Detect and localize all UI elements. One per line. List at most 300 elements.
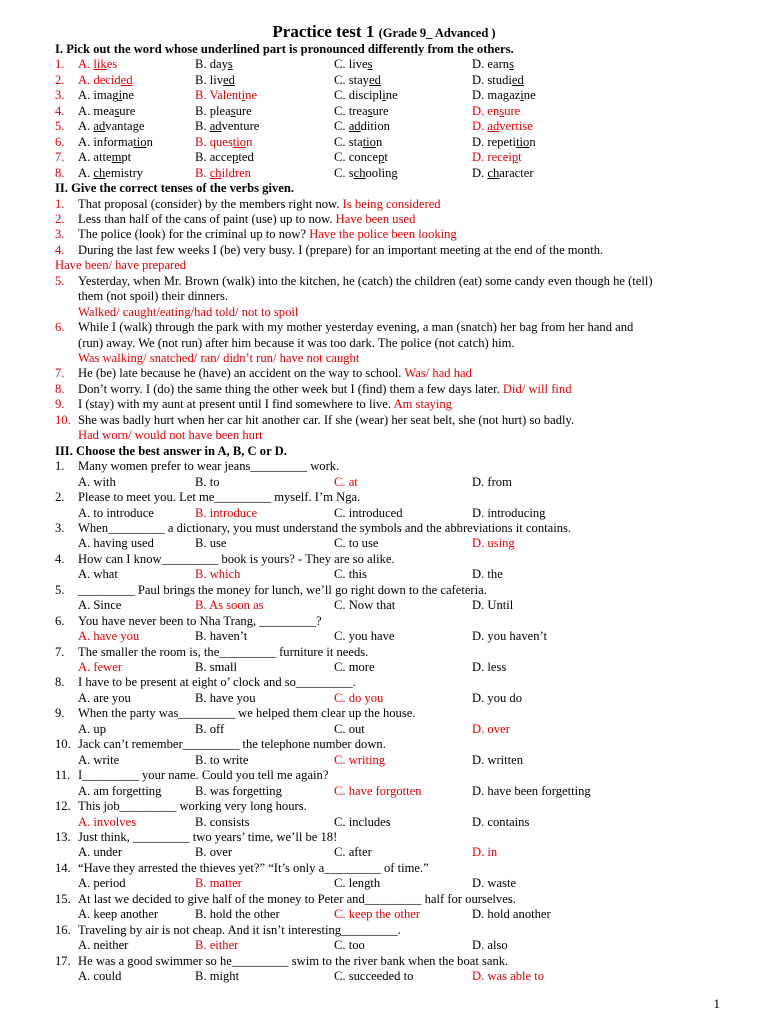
option: [334, 73, 381, 88]
option: [195, 57, 233, 72]
question-row: [55, 490, 748, 505]
question-number: 7.: [55, 644, 65, 659]
option-text: C. discipl: [334, 88, 383, 103]
options-row: [55, 753, 748, 768]
option-text: D. en: [472, 103, 500, 118]
answer-text: Was walking/ snatched/ ran/ didn’t run/ have not caught: [78, 351, 360, 365]
question-continuation: (run) away. We (not run) after him because it was too dark. The police (not catch) him.: [78, 335, 515, 350]
options-row: [55, 536, 748, 551]
answer-text: Have been/ have prepared: [55, 258, 187, 273]
option: C. out: [334, 721, 365, 736]
question-number: 3.: [55, 520, 65, 535]
option: A. having used: [78, 536, 154, 551]
underlined-part: ed: [368, 72, 381, 87]
question-number: 5.: [55, 119, 65, 134]
option-text: C.: [334, 119, 349, 134]
question-number: 4.: [55, 103, 65, 118]
question-number: 3.: [55, 88, 65, 103]
option: D. waste: [472, 876, 517, 891]
question-row: [55, 737, 748, 752]
answer-text: Was/ had had: [404, 366, 472, 381]
underlined-part: tio: [133, 134, 147, 149]
underlined-part: tio: [232, 134, 247, 149]
question-text: Don’t worry. I (do) the same thing the other week but I (find) them a few days later.: [78, 381, 500, 396]
option: A. fewer: [78, 660, 123, 674]
underlined-part: ad: [209, 119, 222, 134]
option: A. write: [78, 752, 120, 767]
question-row: [55, 799, 748, 814]
question-text: [78, 382, 572, 397]
question-row: [55, 954, 748, 969]
tense-row: [55, 274, 748, 289]
option: D. using: [472, 536, 515, 551]
option: [78, 88, 134, 103]
question-number: 3.: [55, 227, 65, 242]
option-text: B. day: [195, 57, 228, 72]
question-number: 8.: [55, 165, 65, 180]
option: [334, 119, 390, 134]
underlined-part: p: [378, 150, 385, 165]
option-text: n: [146, 134, 153, 149]
question-number: 1.: [55, 196, 65, 211]
option-text: A. informa: [78, 134, 134, 149]
question-text: Just think, _________ two years’ time, we’ll be 18!: [78, 829, 338, 844]
question-number: 1.: [55, 57, 65, 72]
option: [78, 166, 143, 181]
section1-heading: [55, 42, 748, 57]
question-text: “Have they arrested the thieves yet?” “It’s only a_________ of time.”: [78, 860, 429, 875]
underlined-part: i: [520, 88, 524, 103]
question-number: 5.: [55, 273, 65, 288]
options-row: [55, 784, 748, 799]
option: D. the: [472, 567, 503, 582]
option-text: ildren: [221, 165, 251, 180]
option-text: A. imag: [78, 88, 119, 103]
option-text: C. trea: [334, 103, 368, 118]
option: D. Until: [472, 598, 514, 613]
underlined-part: i: [118, 88, 123, 103]
question-number: 7.: [55, 366, 65, 381]
option-text: B. liv: [195, 72, 223, 87]
option-text: C. stay: [334, 72, 369, 87]
question-text: Less than half of the cans of paint (use) up to now.: [78, 211, 333, 226]
question-number: 12.: [55, 799, 71, 814]
option-text: B.: [195, 119, 210, 134]
option: C. length: [334, 876, 381, 891]
option-text: C. sta: [334, 134, 363, 149]
option: A. am forgetting: [78, 783, 162, 798]
option-text: C. conce: [334, 150, 379, 165]
underlined-part: ad: [487, 119, 500, 134]
option: B. off: [195, 721, 225, 736]
question-text: This job_________ working very long hours.: [78, 799, 307, 814]
question-text: During the last few weeks I (be) very busy. I (prepare) for an important meeting at the end of the month.: [78, 242, 604, 257]
option: B. haven’t: [195, 629, 248, 644]
option-text: n: [529, 134, 536, 149]
question-text: At last we decided to give half of the money to Peter and_________ half for ourselves.: [78, 891, 516, 906]
question-text: [78, 212, 415, 227]
tense-row: [55, 320, 748, 335]
question-continuation: them (not spoil) their dinners.: [78, 289, 229, 304]
option: C. after: [334, 845, 372, 860]
option: C. introduced: [334, 505, 403, 520]
underlined-part: s: [230, 103, 236, 118]
option: C. do you: [334, 690, 384, 705]
question-number: 15.: [55, 891, 71, 906]
question-row: [55, 675, 748, 690]
question-row: [55, 706, 748, 721]
section3-heading: [55, 444, 748, 459]
option: A. keep another: [78, 907, 159, 922]
question-text: That proposal (consider) by the members right now.: [78, 196, 340, 211]
underlined-part: ad: [93, 119, 106, 134]
option: B. was forgetting: [195, 783, 282, 798]
question-row: [55, 552, 748, 567]
option: D. also: [472, 938, 508, 953]
question-row: [55, 119, 748, 134]
option: A. are you: [78, 690, 131, 705]
question-text: When the party was_________ we helped them clear up the house.: [78, 706, 416, 721]
option: D. from: [472, 474, 512, 489]
tense-row: [55, 289, 748, 304]
underlined-part: s: [509, 57, 514, 72]
question-text: The smaller the room is, the_________ furniture it needs.: [78, 644, 369, 659]
option-text: B. ques: [195, 134, 233, 149]
option-text: C. s: [334, 165, 354, 180]
option-text: A. decid: [78, 72, 121, 87]
option: D. was able to: [472, 969, 545, 983]
question-number: 9.: [55, 706, 65, 721]
options-row: [55, 722, 748, 737]
option-text: B.: [195, 165, 210, 180]
tense-row: [55, 258, 748, 273]
option: B. introduce: [195, 505, 258, 520]
option: [195, 135, 252, 150]
option-text: venture: [221, 119, 260, 134]
option-text: ne: [523, 88, 536, 103]
option: D. hold another: [472, 907, 551, 922]
option: [195, 88, 257, 103]
options-row: [55, 845, 748, 860]
question-text: [78, 274, 653, 289]
question-text: He was a good swimmer so he_________ swim to the river bank when the boat sank.: [78, 953, 509, 968]
question-number: 6.: [55, 134, 65, 149]
underlined-part: tio: [362, 134, 376, 149]
question-text: She was badly hurt when her car hit another car. If she (wear) her seat belt, she (not hurt) so badly.: [78, 412, 575, 427]
question-number: 2.: [55, 72, 65, 87]
underlined-part: ch: [353, 165, 366, 180]
options-row: [55, 660, 748, 675]
question-number: 6.: [55, 613, 65, 628]
question-text: I have to be present at eight o’ clock and so_________.: [78, 675, 356, 690]
option: [195, 119, 259, 134]
underlined-part: ed: [223, 72, 235, 87]
option-text: C. live: [334, 57, 368, 72]
question-text: You have never been to Nha Trang, _________?: [78, 613, 322, 628]
option-text: ure: [504, 103, 521, 118]
question-number: 10.: [55, 412, 71, 427]
option: C. too: [334, 938, 365, 953]
tense-row: [55, 305, 748, 320]
option: B. hold the other: [195, 907, 280, 922]
options-row: [55, 691, 748, 706]
option: C. keep the other: [334, 907, 421, 922]
option: [195, 150, 254, 165]
option: B. consists: [195, 814, 250, 829]
question-row: [55, 923, 748, 938]
question-number: 8.: [55, 381, 65, 396]
option-text: n: [375, 134, 383, 149]
question-number: 13.: [55, 829, 71, 844]
options-row: [55, 876, 748, 891]
underlined-part: s: [114, 103, 120, 118]
option-text: ure: [119, 103, 136, 118]
section-heading: II. Give the correct tenses of the verbs given.: [55, 181, 294, 196]
option: A. could: [78, 969, 122, 983]
underlined-part: ch: [93, 165, 106, 180]
section-heading: I. Pick out the word whose underlined part is pronounced differently from the others.: [55, 42, 514, 56]
option: [334, 166, 398, 181]
option-text: dition: [360, 119, 390, 134]
question-row: [55, 583, 748, 598]
question-row: [55, 892, 748, 907]
question-number: 5.: [55, 582, 65, 597]
option: [472, 73, 524, 88]
option-text: D. recei: [472, 150, 512, 165]
question-row: [55, 166, 748, 181]
option: A. involves: [78, 814, 137, 829]
option: [78, 150, 131, 165]
option: A. under: [78, 845, 123, 860]
option-text: ne: [385, 88, 398, 103]
title-text: Practice test 1: [272, 22, 375, 41]
title-subtitle: (Grade 9_ Advanced ): [378, 26, 496, 40]
option-text: t: [384, 150, 388, 165]
question-row: [55, 150, 748, 165]
option-text: D. studi: [472, 72, 512, 87]
option: D. in: [472, 845, 498, 860]
question-row: [55, 104, 748, 119]
underlined-part: ed: [511, 72, 524, 87]
answer-text: Is being considered: [342, 196, 441, 211]
answer-text: Had worn/ would not have been hurt: [78, 428, 263, 443]
underlined-part: s: [227, 57, 233, 72]
option: B. to write: [195, 752, 249, 767]
option: [472, 119, 533, 134]
underlined-part: m: [111, 150, 122, 165]
question-number: 7.: [55, 150, 65, 165]
option: [78, 119, 144, 134]
question-number: 4.: [55, 551, 65, 566]
option: A. with: [78, 474, 116, 489]
option-text: pt: [121, 150, 132, 165]
option-text: ooling: [365, 165, 398, 180]
option: A. Since: [78, 598, 122, 613]
question-number: 11.: [55, 768, 71, 783]
option: C. more: [334, 660, 375, 674]
question-text: [78, 413, 574, 428]
option-text: ted: [238, 150, 254, 165]
underlined-part: i: [241, 88, 246, 103]
question-text: [78, 366, 472, 381]
question-text: [78, 320, 633, 335]
option: C. to use: [334, 536, 379, 551]
option-text: A.: [78, 119, 94, 134]
option: [334, 150, 388, 165]
question-number: 14.: [55, 860, 71, 875]
question-number: 10.: [55, 737, 71, 752]
question-number: 9.: [55, 397, 65, 412]
option: D. you haven’t: [472, 629, 547, 644]
option-text: n: [246, 134, 253, 149]
section-heading: III. Choose the best answer in A, B, C or D.: [55, 443, 287, 458]
question-text: He (be) late because he (have) an accident on the way to school.: [78, 366, 402, 381]
option: D. you do: [472, 690, 523, 705]
underlined-part: s: [367, 103, 373, 118]
option: A. what: [78, 567, 118, 582]
option-text: ne: [122, 88, 134, 103]
underlined-part: lik: [93, 57, 107, 72]
question-text: [78, 397, 452, 412]
question-number: 16.: [55, 922, 71, 937]
question-row: [55, 88, 748, 103]
answer-text: Walked/ caught/eating/had told/ not to spoil: [78, 304, 299, 319]
underlined-part: p: [232, 150, 239, 165]
option: [195, 166, 251, 181]
option: C. includes: [334, 814, 391, 829]
question-row: [55, 861, 748, 876]
underlined-part: ad: [348, 119, 361, 134]
question-number: 1.: [55, 459, 65, 474]
question-text: Jack can’t remember_________ the telephone number down.: [78, 737, 386, 752]
option: C. Now that: [334, 598, 396, 613]
question-text: I_________ your name. Could you tell me again?: [78, 768, 329, 783]
question-text: While I (walk) through the park with my mother yesterday evening, a man (snatch) her bag from her hand and: [78, 320, 634, 335]
option: [472, 88, 536, 103]
tense-row: [55, 382, 748, 397]
option: D. contains: [472, 814, 530, 829]
option: [472, 150, 522, 165]
option-text: aracter: [499, 165, 534, 180]
tense-row: [55, 197, 748, 212]
option: B. matter: [195, 876, 242, 891]
question-text: Yesterday, when Mr. Brown (walk) into the kitchen, he (catch) the children (eat) some candy even though he (tell): [78, 273, 653, 288]
answer-text: Am staying: [393, 397, 452, 412]
question-number: 8.: [55, 675, 65, 690]
option-text: A.: [78, 165, 94, 180]
underlined-part: s: [367, 57, 373, 72]
underlined-part: ch: [209, 165, 222, 180]
option: B. over: [195, 845, 233, 860]
option: B. might: [195, 969, 240, 983]
option-text: B. plea: [195, 103, 231, 118]
question-row: [55, 830, 748, 845]
underlined-part: i: [382, 88, 386, 103]
option-text: B. acce: [195, 150, 233, 165]
question-row: [55, 459, 748, 474]
options-row: [55, 907, 748, 922]
option-text: D.: [472, 165, 488, 180]
question-row: [55, 521, 748, 536]
options-row: [55, 598, 748, 613]
options-row: [55, 629, 748, 644]
option-text: A. mea: [78, 103, 115, 118]
option: D. introducing: [472, 505, 546, 520]
section2-heading: [55, 181, 748, 196]
option-text: t: [518, 150, 522, 165]
option: D. have been forgetting: [472, 783, 591, 798]
option: C. at: [334, 474, 358, 489]
question-text: Please to meet you. Let me_________ myself. I’m Nga.: [78, 490, 361, 505]
option: B. to: [195, 474, 220, 489]
option: A. to introduce: [78, 505, 154, 520]
option: C. writing: [334, 752, 386, 767]
option: [334, 57, 373, 72]
tense-row: [55, 336, 748, 351]
option: [472, 57, 514, 72]
tense-row: [55, 243, 748, 258]
option-text: ure: [235, 103, 252, 118]
option-text: D. repeti: [472, 134, 517, 149]
options-row: [55, 938, 748, 953]
question-text: _________ Paul brings the money for lunch, we’ll go right down to the cafeteria.: [78, 582, 487, 597]
option: B. As soon as: [195, 598, 264, 613]
option: A. have you: [78, 629, 140, 644]
question-number: 6.: [55, 320, 65, 335]
question-row: [55, 73, 748, 88]
option-text: D.: [472, 119, 488, 134]
question-text: [78, 227, 457, 242]
question-text: Many women prefer to wear jeans_________ work.: [78, 459, 340, 474]
question-text: [78, 243, 603, 258]
answer-text: Have the police been looking: [309, 227, 457, 242]
answer-text: Did/ will find: [502, 381, 572, 396]
question-row: [55, 57, 748, 72]
tense-row: [55, 366, 748, 381]
option: C. this: [334, 567, 367, 582]
option: [472, 135, 536, 150]
option: D. over: [472, 721, 510, 736]
option-text: B. Valent: [195, 88, 242, 103]
option: [472, 104, 520, 119]
option: A. neither: [78, 938, 129, 953]
options-row: [55, 475, 748, 490]
option-text: es: [106, 57, 118, 72]
option: B. small: [195, 660, 237, 674]
option: D. less: [472, 660, 507, 674]
tense-row: [55, 227, 748, 242]
option-text: D. earn: [472, 57, 510, 72]
option: [78, 104, 135, 119]
option: B. which: [195, 567, 241, 582]
question-number: 4.: [55, 242, 65, 257]
option-text: ure: [372, 103, 389, 118]
question-row: [55, 135, 748, 150]
option: B. use: [195, 536, 227, 551]
question-row: [55, 768, 748, 783]
question-text: [78, 197, 441, 212]
question-text: I (stay) with my aunt at present until I find somewhere to live.: [78, 397, 392, 412]
underlined-part: tio: [516, 134, 530, 149]
options-row: [55, 969, 748, 984]
question-row: [55, 645, 748, 660]
underlined-part: p: [511, 150, 519, 165]
option: A. up: [78, 721, 106, 736]
tense-row: [55, 428, 748, 443]
option-text: vantage: [105, 119, 145, 134]
option: [334, 135, 382, 150]
option: [472, 166, 534, 181]
